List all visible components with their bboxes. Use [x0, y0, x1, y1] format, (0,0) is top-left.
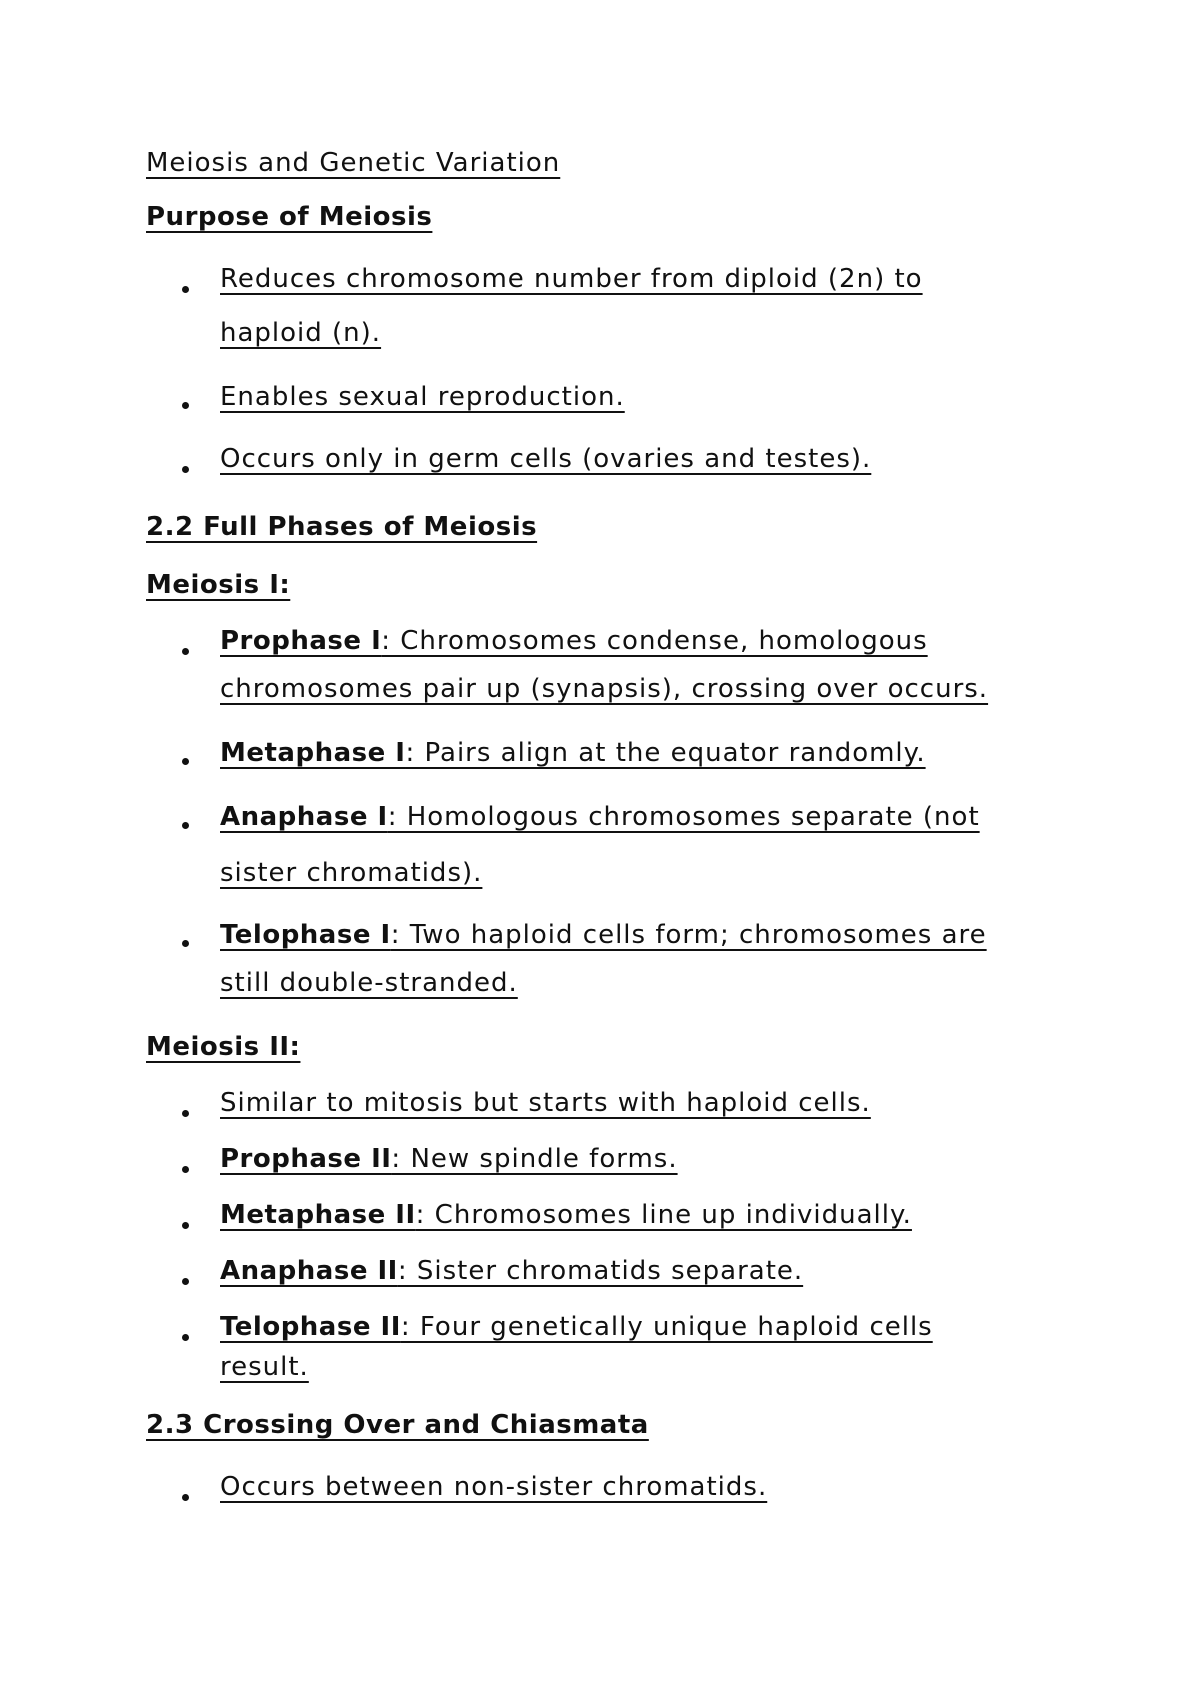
- bullet-enables: Enables sexual reproduction.: [220, 382, 625, 412]
- term-metaphase-2: Metaphase II: [220, 1200, 416, 1230]
- desc-metaphase-2: : Chromosomes line up individually.: [415, 1200, 912, 1230]
- desc-anaphase-2: : Sister chromatids separate.: [397, 1256, 804, 1286]
- bullet-dot: [182, 758, 189, 765]
- bullet-metaphase-1: [220, 736, 926, 770]
- desc-prophase-2: : New spindle forms.: [391, 1144, 678, 1174]
- bullet-prophase-1: [220, 624, 928, 658]
- subheading-meiosis-1: Meiosis I:: [146, 570, 291, 600]
- bullet-anaphase-1-line2: sister chromatids).: [220, 858, 483, 888]
- subheading-meiosis-2: Meiosis II:: [146, 1032, 301, 1062]
- bullet-dot: [182, 402, 189, 409]
- bullet-dot: [182, 822, 189, 829]
- bullet-telophase-2: [220, 1310, 933, 1344]
- desc-prophase-1: : Chromosomes condense, homologous: [381, 626, 928, 656]
- bullet-anaphase-1: [220, 800, 980, 834]
- desc-telophase-1: : Two haploid cells form; chromosomes are: [390, 920, 987, 950]
- bullet-dot: [182, 466, 189, 473]
- desc-metaphase-1: : Pairs align at the equator randomly.: [405, 738, 926, 768]
- bullet-dot: [182, 940, 189, 947]
- bullet-metaphase-2: [220, 1198, 912, 1232]
- bullet-dot: [182, 648, 189, 655]
- desc-anaphase-1: : Homologous chromosomes separate (not: [387, 802, 980, 832]
- section-heading-phases: 2.2 Full Phases of Meiosis: [146, 512, 538, 542]
- bullet-dot: [182, 1166, 189, 1173]
- bullet-similar-mitosis: Similar to mitosis but starts with haploid cells.: [220, 1088, 871, 1118]
- bullet-non-sister: Occurs between non-sister chromatids.: [220, 1472, 768, 1502]
- term-prophase-2: Prophase II: [220, 1144, 392, 1174]
- bullet-reduces-line2: haploid (n).: [220, 318, 382, 348]
- bullet-telophase-1: [220, 918, 987, 952]
- bullet-dot: [182, 1334, 189, 1341]
- term-anaphase-2: Anaphase II: [220, 1256, 398, 1286]
- bullet-telophase-2-line2: result.: [220, 1352, 309, 1382]
- section-heading-purpose: Purpose of Meiosis: [146, 202, 433, 232]
- term-anaphase-1: Anaphase I: [220, 802, 388, 832]
- term-prophase-1: Prophase I: [220, 626, 382, 656]
- bullet-dot: [182, 1110, 189, 1117]
- document-title: Meiosis and Genetic Variation: [146, 148, 561, 178]
- bullet-anaphase-2: [220, 1254, 803, 1288]
- term-telophase-2: Telophase II: [220, 1312, 401, 1342]
- term-telophase-1: Telophase I: [220, 920, 391, 950]
- bullet-reduces-line1: Reduces chromosome number from diploid (2n) to: [220, 264, 923, 294]
- bullet-prophase-1-line2: chromosomes pair up (synapsis), crossing over occurs.: [220, 674, 989, 704]
- section-heading-crossing-over: 2.3 Crossing Over and Chiasmata: [146, 1410, 649, 1440]
- bullet-dot: [182, 1494, 189, 1501]
- bullet-prophase-2: [220, 1142, 678, 1176]
- bullet-dot: [182, 1222, 189, 1229]
- bullet-dot: [182, 286, 189, 293]
- bullet-dot: [182, 1278, 189, 1285]
- bullet-telophase-1-line2: still double-stranded.: [220, 968, 518, 998]
- term-metaphase-1: Metaphase I: [220, 738, 406, 768]
- desc-telophase-2: : Four genetically unique haploid cells: [400, 1312, 933, 1342]
- bullet-occurs-germ: Occurs only in germ cells (ovaries and testes).: [220, 444, 872, 474]
